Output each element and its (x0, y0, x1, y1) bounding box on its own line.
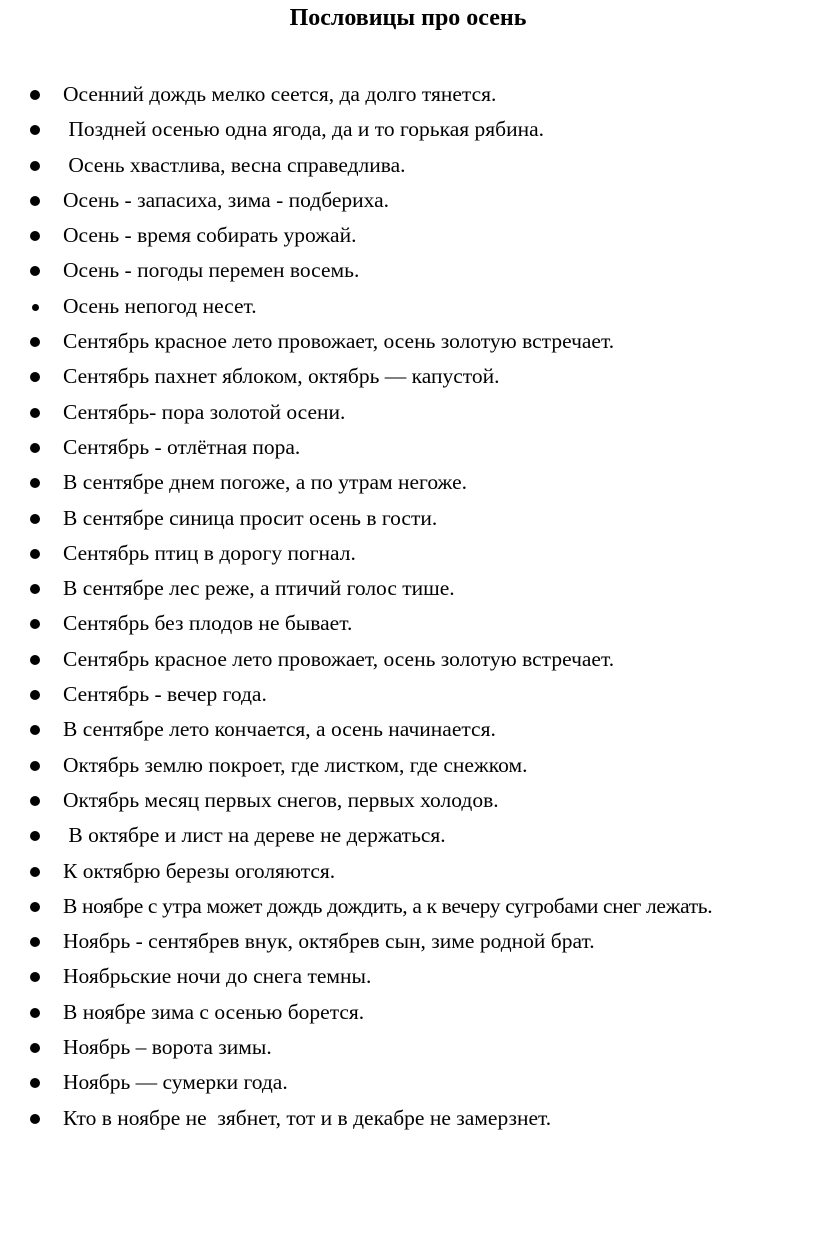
bullet-icon (30, 1008, 40, 1018)
list-item (0, 712, 816, 747)
bullet-icon (30, 478, 40, 488)
bullet-icon (30, 337, 40, 347)
list-item (0, 359, 816, 394)
bullet-icon (30, 372, 40, 382)
proverb-text: Ноябрь — сумерки года. (63, 1070, 288, 1095)
proverb-text: Сентябрь красное лето провожает, осень золотую встречает. (63, 646, 615, 671)
bullet-icon (30, 1114, 40, 1124)
list-item (0, 642, 816, 677)
proverb-text: Осень - запасиха, зима - подбериха. (63, 187, 390, 212)
proverb-text: Осень хвастлива, весна справедлива. (63, 152, 406, 177)
page-title: Пословицы про осень (289, 5, 527, 31)
list-item (0, 218, 816, 253)
bullet-icon (30, 831, 40, 841)
bullet-icon (30, 690, 40, 700)
list-item (0, 889, 816, 924)
bullet-icon (30, 549, 40, 559)
proverb-text: К октябрю березы оголяются. (63, 858, 336, 883)
proverb-text: Ноябрь - сентябрев внук, октябрев сын, зиме родной брат. (63, 929, 595, 954)
proverb-text: Сентябрь- пора золотой осени. (63, 399, 346, 424)
bullet-icon (30, 125, 40, 135)
proverb-list (0, 77, 816, 1136)
proverb-text: Сентябрь пахнет яблоком, октябрь — капустой. (63, 364, 500, 389)
list-item (0, 536, 816, 571)
proverb-text: Осень - погоды перемен восемь. (63, 258, 360, 283)
proverb-text: В ноябре зима с осенью борется. (63, 999, 365, 1024)
list-item (0, 606, 816, 641)
proverb-text: Поздней осенью одна ягода, да и то горькая рябина. (63, 117, 545, 142)
list-item (0, 253, 816, 288)
proverb-text: Ноябрь – ворота зимы. (63, 1035, 272, 1060)
proverb-text: Сентябрь красное лето провожает, осень золотую встречает. (63, 329, 615, 354)
list-item (0, 1030, 816, 1065)
bullet-icon (30, 796, 40, 806)
list-item (0, 818, 816, 853)
proverb-text: Осень - время собирать урожай. (63, 223, 357, 248)
proverb-text: Октябрь землю покроет, где листком, где снежком. (63, 752, 528, 777)
bullet-icon (30, 90, 40, 100)
proverb-text: Осень непогод несет. (63, 293, 257, 318)
proverb-text: Сентябрь без плодов не бывает. (63, 611, 353, 636)
bullet-icon (30, 1078, 40, 1088)
bullet-icon (30, 1043, 40, 1053)
bullet-icon (30, 937, 40, 947)
bullet-icon (30, 443, 40, 453)
bullet-icon (30, 972, 40, 982)
bullet-icon (30, 619, 40, 629)
proverb-text: В сентябре синица просит осень в гости. (63, 505, 438, 530)
list-item (0, 501, 816, 536)
list-item (0, 77, 816, 112)
bullet-icon (30, 196, 40, 206)
bullet-icon (30, 761, 40, 771)
list-item (0, 1065, 816, 1100)
list-item (0, 959, 816, 994)
list-item (0, 677, 816, 712)
list-item (0, 924, 816, 959)
list-item (0, 148, 816, 183)
bullet-icon (30, 266, 40, 276)
bullet-icon (30, 725, 40, 735)
list-item (0, 465, 816, 500)
proverb-text: В ноябре с утра может дождь дождить, а к вечеру сугробами снег лежать. (63, 893, 713, 918)
bullet-icon (32, 304, 39, 311)
bullet-icon (30, 231, 40, 241)
proverb-text: Сентябрь птиц в дорогу погнал. (63, 540, 356, 565)
list-item (0, 748, 816, 783)
bullet-icon (30, 867, 40, 877)
bullet-icon (30, 902, 40, 912)
list-item (0, 324, 816, 359)
proverb-text: Октябрь месяц первых снегов, первых холодов. (63, 787, 499, 812)
proverb-text: В сентябре лето кончается, а осень начинается. (63, 717, 496, 742)
proverb-text: В сентябре лес реже, а птичий голос тише. (63, 576, 455, 601)
bullet-icon (30, 584, 40, 594)
list-item (0, 571, 816, 606)
list-item (0, 395, 816, 430)
list-item (0, 183, 816, 218)
proverb-text: Сентябрь - вечер года. (63, 682, 267, 707)
bullet-icon (30, 655, 40, 665)
list-item (0, 854, 816, 889)
list-item (0, 112, 816, 147)
proverb-text: В октябре и лист на дереве не держаться. (63, 823, 446, 848)
list-item (0, 783, 816, 818)
proverb-text: Ноябрьские ночи до снега темны. (63, 964, 372, 989)
bullet-icon (30, 514, 40, 524)
list-item (0, 430, 816, 465)
list-item (0, 1101, 816, 1136)
proverb-text: В сентябре днем погоже, а по утрам негоже. (63, 470, 468, 495)
proverb-text: Кто в ноябре не зябнет, тот и в декабре не замерзнет. (63, 1105, 552, 1130)
bullet-icon (30, 408, 40, 418)
list-item (0, 995, 816, 1030)
proverb-text: Осенний дождь мелко сеется, да долго тянется. (63, 82, 497, 106)
list-item (0, 289, 816, 324)
proverb-text: Сентябрь - отлётная пора. (63, 434, 301, 459)
bullet-icon (30, 161, 40, 171)
